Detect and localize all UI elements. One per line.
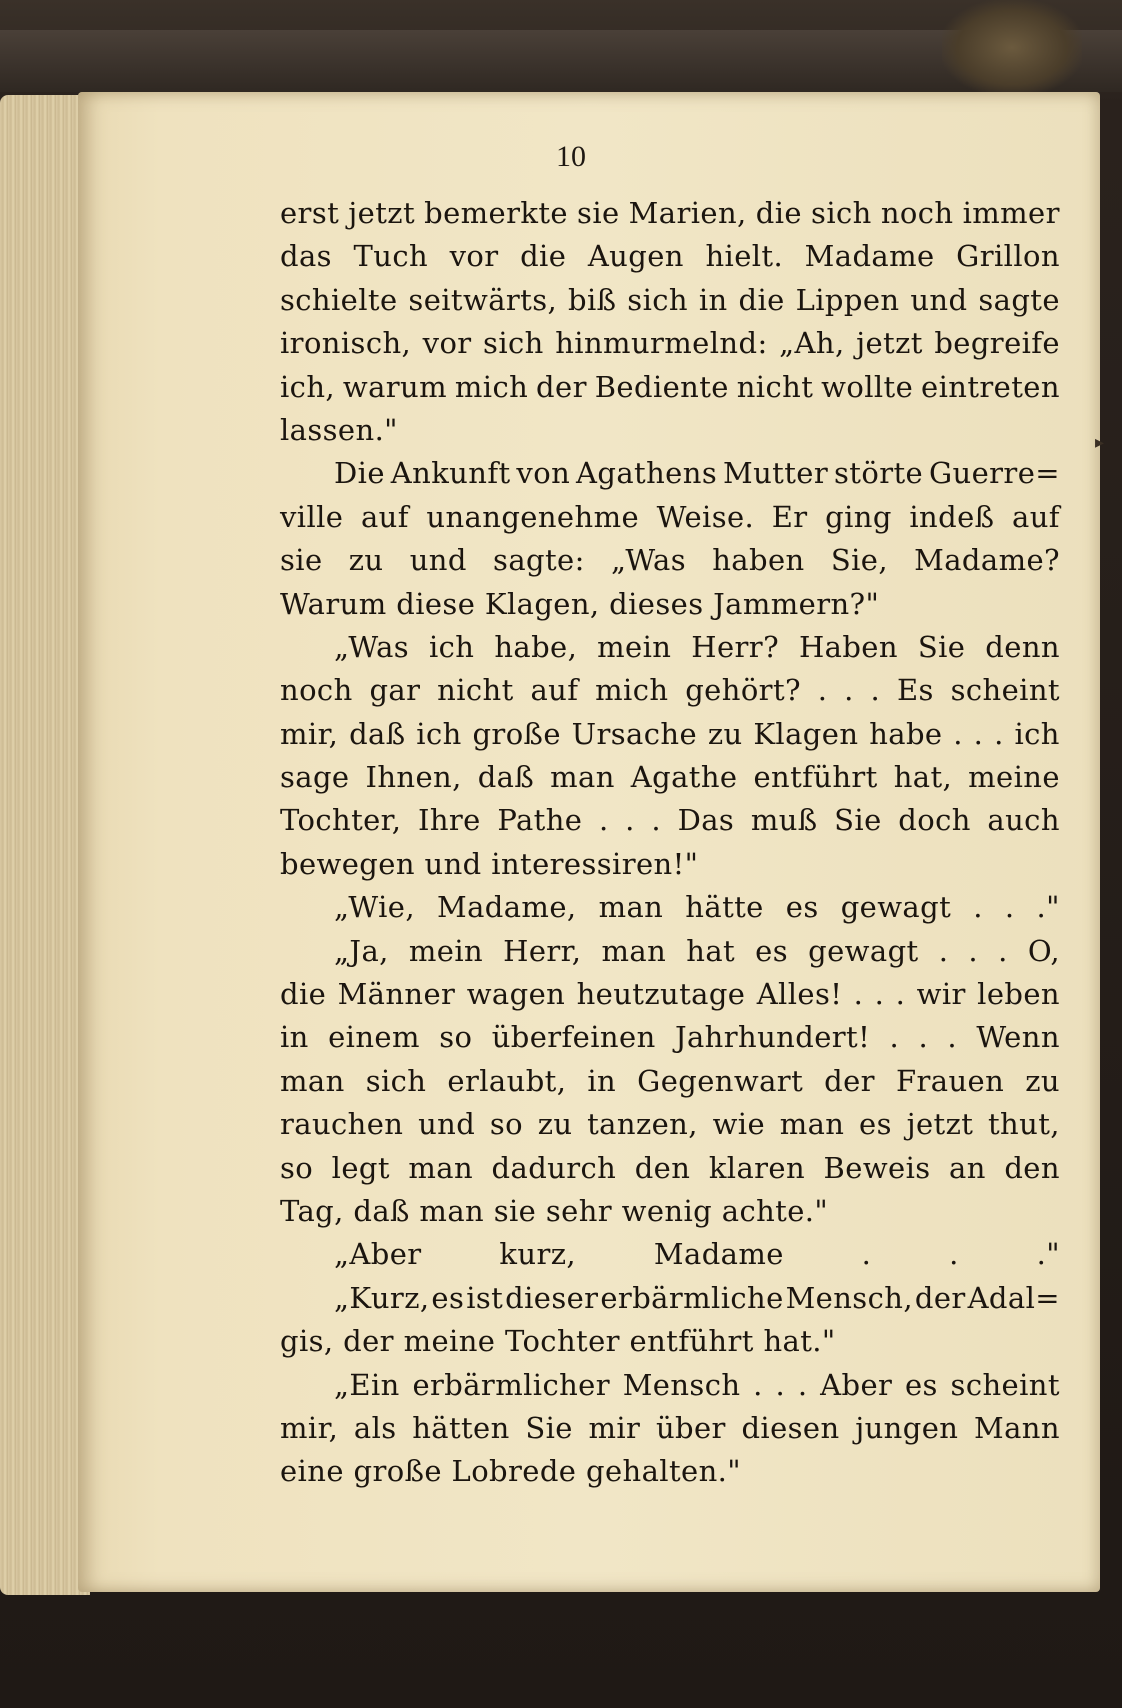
text-line: „Kurz, es ist dieser erbärmliche Mensch, der Adal= [334, 1280, 1060, 1315]
text-line: das Tuch vor die Augen hielt. Madame Grillon [280, 239, 1060, 274]
text-line: lassen." [280, 412, 398, 447]
text-line: ironisch, vor sich hinmurmelnd: „Ah, jetzt begreife [280, 326, 1060, 361]
text-line: „Wie, Madame, man hätte es gewagt . . ." [334, 890, 1060, 925]
text-line: Tochter, Ihre Pathe . . . Das muß Sie doch auch [280, 803, 1060, 838]
bookmark-ribbon [942, 0, 1082, 95]
page-stack-edges [0, 95, 90, 1595]
text-line: erst jetzt bemerkte sie Marien, die sich noch immer [280, 196, 1060, 230]
page-text [280, 192, 1060, 1494]
page-number: 10 [556, 140, 586, 173]
text-line: sie zu und sagte: „Was haben Sie, Madame? [280, 543, 1060, 578]
text-line: man sich erlaubt, in Gegenwart der Frauen zu [280, 1063, 1060, 1098]
text-line: noch gar nicht auf mich gehört? . . . Es scheint [280, 673, 1060, 708]
text-line: so legt man dadurch den klaren Beweis an den [280, 1150, 1060, 1185]
text-line: „Aber kurz, Madame . . ." [334, 1237, 1060, 1272]
text-line: rauchen und so zu tanzen, wie man es jetzt thut, [280, 1107, 1060, 1142]
text-line: „Ja, mein Herr, man hat es gewagt . . . O, [334, 933, 1060, 968]
text-line: Warum diese Klagen, dieses Jammern?" [280, 586, 880, 621]
text-line: ville auf unangenehme Weise. Er ging indeß auf [280, 499, 1060, 534]
text-line: „Ein erbärmlicher Mensch . . . Aber es scheint [334, 1367, 1060, 1402]
text-line: Tag, daß man sie sehr wenig achte." [280, 1193, 829, 1228]
text-line: schielte seitwärts, biß sich in die Lippen und sagte [280, 282, 1060, 317]
margin-mark: ▸ [1094, 432, 1104, 453]
text-line: in einem so überfeinen Jahrhundert! . . . Wenn [280, 1020, 1060, 1055]
text-line: „Was ich habe, mein Herr? Haben Sie denn [334, 629, 1060, 664]
text-line: gis, der meine Tochter entführt hat." [280, 1324, 836, 1359]
text-line: die Männer wagen heutzutage Alles! . . . wir leben [280, 977, 1060, 1012]
text-line: eine große Lobrede gehalten." [280, 1454, 742, 1489]
text-line: Die Ankunft von Agathens Mutter störte Guerre= [334, 456, 1060, 491]
text-line: sage Ihnen, daß man Agathe entführt hat, meine [280, 760, 1060, 795]
text-line: mir, daß ich große Ursache zu Klagen habe . . . ich [280, 716, 1060, 751]
text-line: ich, warum mich der Bediente nicht wollte eintreten [280, 369, 1060, 404]
text-line: mir, als hätten Sie mir über diesen jungen Mann [280, 1410, 1060, 1445]
text-line: bewegen und interessiren!" [280, 846, 699, 881]
